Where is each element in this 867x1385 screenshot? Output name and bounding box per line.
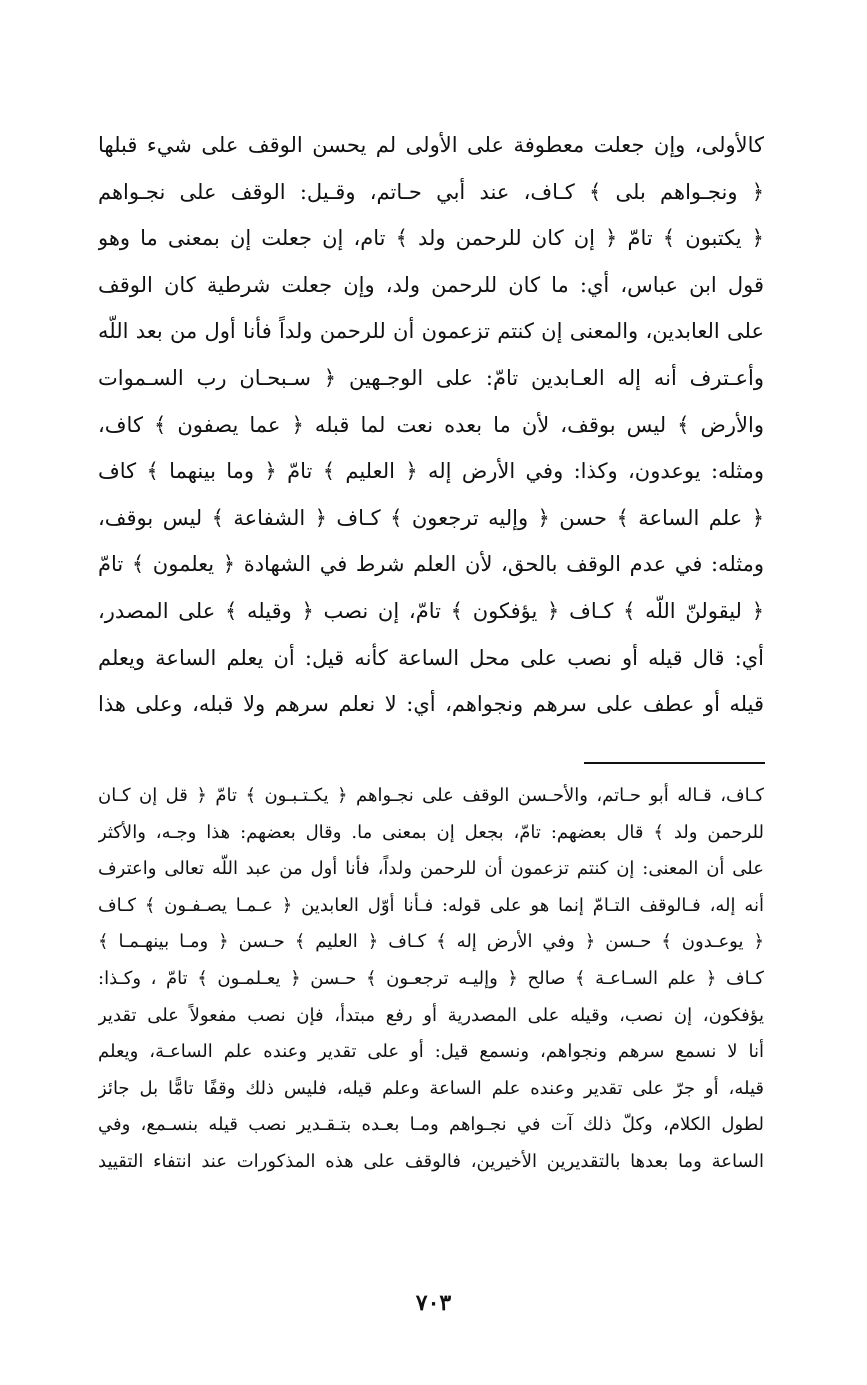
main-text-line: قيله أو عطف على سرهم ونجواهم، أي: لا نعلم سرهم ولا قبله، وعلى هذا xyxy=(98,692,764,717)
main-text-line: ومثله: يوعدون، وكذا: وفي الأرض إله ﴿ العليم ﴾ تامّ ﴿ وما بينهما ﴾ كاف xyxy=(98,459,764,484)
footnote-line: كـاف ﴿ علم السـاعـة ﴾ صالح ﴿ وإليـه ترجعـون ﴾ حـسن ﴿ يعـلمـون ﴾ تامّ ، وكـذا: xyxy=(98,967,764,989)
main-text-line: على العابدين، والمعنى إن كنتم تزعمون أن للرحمن ولداً فأنا أول من بعد اللّه xyxy=(98,319,764,344)
main-text-line: قول ابن عباس، أي: ما كان للرحمن ولد، وإن جعلت شرطية كان الوقف xyxy=(98,272,764,297)
footnote-line: ﴿ يوعـدون ﴾ حـسن ﴿ وفي الأرض إله ﴾ كـاف ﴿ العليم ﴾ حـسن ﴿ ومـا بينهـمـا ﴾ xyxy=(98,931,764,953)
main-text-line: ﴿ ونجـواهم بلى ﴾ كـاف، عند أبي حـاتم، وقـيل: الوقف على نجـواهم xyxy=(98,179,764,204)
main-text-line: ﴿ علم الساعة ﴾ حسن ﴿ وإليه ترجعون ﴾ كـاف ﴿ الشفاعة ﴾ ليس بوقف، xyxy=(98,505,764,530)
main-text-line: أي: قال قيله أو نصب على محل الساعة كأنه قيل: أن يعلم الساعة ويعلم xyxy=(98,645,764,670)
main-text-line: ومثله: في عدم الوقف بالحق، لأن العلم شرط في الشهادة ﴿ يعلمون ﴾ تامّ xyxy=(98,552,764,577)
footnote-line: يؤفكون، إن نصب، وقيله على المصدرية أو رفع مبتدأ، فإن نصب مفعولاً على تقدير xyxy=(98,1004,764,1026)
footnote-line: لطول الكلام، وكلّ ذلك آت في نجـواهم ومـا بعـده بتـقـدير نصب قيله بنسـمع، وفي xyxy=(98,1114,764,1136)
footnote-line: كـاف، قـاله أبو حـاتم، والأحـسن الوقف على نجـواهم ﴿ يكـتـبـون ﴾ تامّ ﴿ قل إن كـان xyxy=(98,785,764,806)
footnote-line: أنه إله، فـالوقف التـامّ إنما هو على قوله: فـأنا أوّل العابدين ﴿ عـمـا يصـفـون ﴾ كـاف xyxy=(98,894,764,916)
main-text-line: ﴿ يكتبون ﴾ تامّ ﴿ إن كان للرحمن ولد ﴾ تام، إن جعلت إن بمعنى ما وهو xyxy=(98,226,764,251)
main-text-block xyxy=(98,122,764,728)
main-text-line: والأرض ﴾ ليس بوقف، لأن ما بعده نعت لما قبله ﴿ عما يصفون ﴾ كاف، xyxy=(98,412,764,437)
footnote-line: الساعة وما بعدها بالتقديرين الأخيرين، فالوقف على هذه المذكورات عند انتفاء التقييد xyxy=(98,1150,764,1172)
footnote-line: للرحمن ولد ﴾ قال بعضهم: تامّ، بجعل إن بمعنى ما. وقال بعضهم: هذا وجـه، والأكثر xyxy=(98,821,764,843)
main-text-line: كالأولى، وإن جعلت معطوفة على الأولى لم يحسن الوقف على شيء قبلها xyxy=(98,133,764,157)
footnote-divider xyxy=(584,762,765,764)
page-number: ٧٠٣ xyxy=(415,1290,452,1316)
main-text-line: ﴿ ليقولنّ اللّه ﴾ كـاف ﴿ يؤفكون ﴾ تامّ، إن نصب ﴿ وقيله ﴾ على المصدر، xyxy=(98,598,764,623)
footnotes-block xyxy=(98,778,764,1181)
main-text-line: وأعـترف أنه إله العـابدين تامّ: على الوجـهين ﴿ سـبحـان رب السـموات xyxy=(98,365,764,390)
footnote-line: قيله، أو جرّ على تقدير وعنده علم الساعة وعلم قيله، فليس ذلك وقفًا تامًّا بل جائز xyxy=(98,1077,764,1099)
footnote-line: على أن المعنى: إن كنتم تزعمون أن للرحمن ولداً، فأنا أول من عبد اللّه تعالى واعترف xyxy=(98,858,764,880)
footnote-line: أنا لا نسمع سرهم ونجواهم، ونسمع قيل: أو على تقدير وعنده علم الساعـة، ويعلم xyxy=(98,1041,764,1063)
